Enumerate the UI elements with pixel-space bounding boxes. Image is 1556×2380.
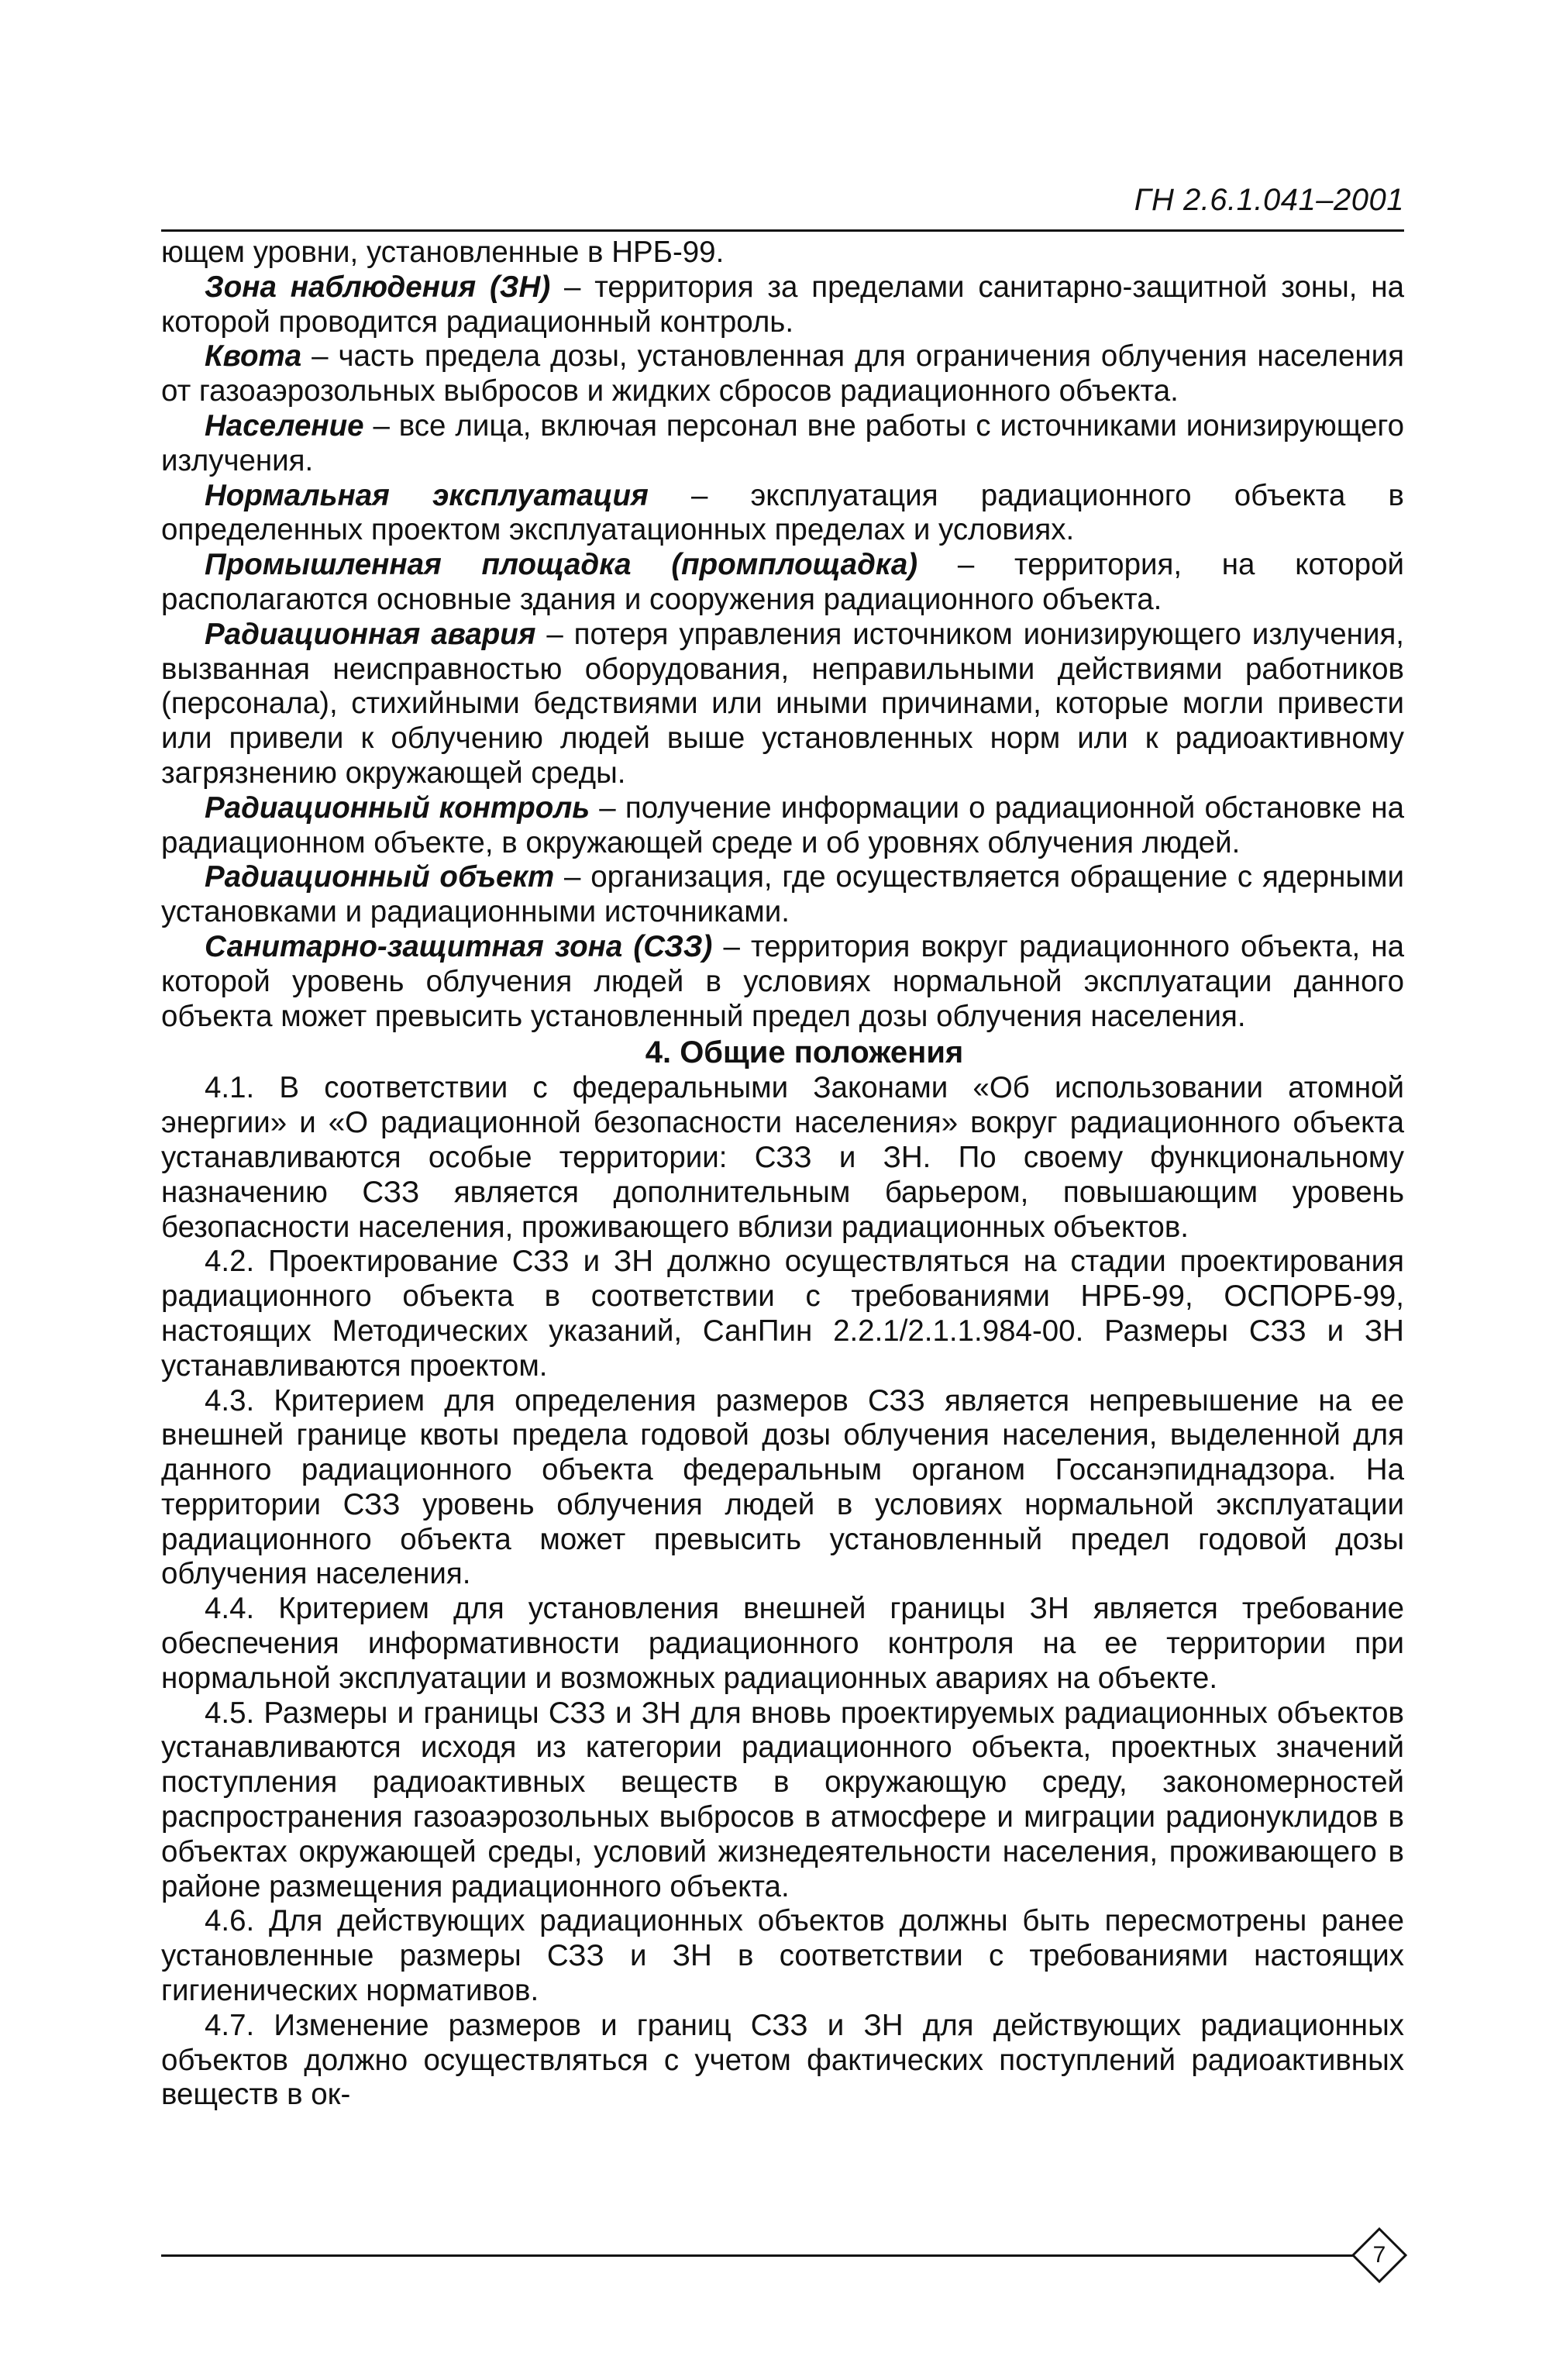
- page-number: 7: [1372, 2242, 1386, 2268]
- definition-paragraph: [161, 270, 1404, 340]
- definition-term: Радиационная авария: [205, 617, 536, 651]
- section-paragraph: 4.5. Размеры и границы СЗЗ и ЗН для вновь проектируемых радиационных объектов устанавливаются исходя из категории радиационного объекта, проектных значений поступления радиоактивных веществ в окружающую среду, закономерностей распространения газоаэрозольных выбросов в атмосфере и миграции радионуклидов в объектах окружающей среды, условий жизнедеятельности населения, проживающего в районе размещения радиационного объекта.: [161, 1696, 1404, 1903]
- section-paragraph: 4.1. В соответствии с федеральными Законами «Об использовании атомной энергии» и «О радиационной безопасности населения» вокруг радиационного объекта устанавливаются особые территории: СЗЗ и ЗН. По своему функциональному назначению СЗЗ является дополнительным барьером, повышающим уровень безопасности населения, проживающего вблизи радиационных объектов.: [161, 1071, 1404, 1244]
- definition-paragraph: [161, 618, 1404, 791]
- definition-paragraph: [161, 339, 1404, 409]
- definition-text: территория за пределами санитарно-защитной зоны, на которой проводится радиационный контроль.: [161, 270, 1404, 339]
- definition-separator: –: [590, 790, 625, 825]
- definition-term: Квота: [205, 339, 302, 374]
- section-paragraph: 4.6. Для действующих радиационных объектов должны быть пересмотрены ранее установленные размеры СЗЗ и ЗН в соответствии с требованиями настоящих гигиенических нормативов.: [161, 1904, 1404, 2008]
- definition-separator: –: [535, 617, 574, 651]
- definition-separator: –: [363, 408, 399, 443]
- definition-text: организация, где осуществляется обращение с ядерными установками и радиационными источниками.: [161, 860, 1405, 929]
- section-paragraph: 4.7. Изменение размеров и границ СЗЗ и ЗН для действующих радиационных объектов должно осуществляться с учетом фактических поступлений радиоактивных веществ в ок-: [161, 2008, 1404, 2112]
- definition-text: эксплуатация радиационного объекта в определенных проектом эксплуатационных пределах и условиях.: [161, 478, 1404, 547]
- definition-paragraph: [161, 548, 1404, 618]
- definition-paragraph: [161, 409, 1404, 479]
- page-content: [161, 236, 1404, 2113]
- definition-paragraph: [161, 930, 1404, 1034]
- definition-term: Нормальная эксплуатация: [205, 478, 649, 512]
- section-paragraph: 4.2. Проектирование СЗЗ и ЗН должно осуществляться на стадии проектирования радиационного объекта в соответствии с требованиями НРБ-99, ОСПОРБ-99, настоящих Методических указаний, СанПин 2.2.1/2.1.1.984-00. Размеры СЗЗ и ЗН устанавливаются проектом.: [161, 1245, 1404, 1383]
- footer-rule: [161, 2254, 1355, 2257]
- definition-paragraph: [161, 791, 1404, 861]
- definition-term: Промышленная площадка (промплощадка): [205, 548, 918, 582]
- section-title: 4. Общие положения: [645, 1035, 964, 1070]
- document-code: ГН 2.6.1.041–2001: [1134, 183, 1404, 217]
- definition-text: все лица, включая персонал вне работы с источниками ионизирующего излучения.: [161, 408, 1404, 477]
- definition-paragraph: [161, 860, 1404, 930]
- page-number-badge: [1350, 2226, 1409, 2285]
- definition-text: получение информации о радиационной обстановке на радиационном объекте, в окружающей среде и об уровнях облучения людей.: [161, 790, 1404, 859]
- definition-term: Население: [205, 408, 364, 443]
- definition-text: ющем уровни, установленные в НРБ-99.: [161, 236, 725, 269]
- definition-term: Санитарно-защитная зона (СЗЗ): [205, 929, 713, 963]
- definition-separator: –: [301, 339, 339, 374]
- definition-text: территория вокруг радиационного объекта, на которой уровень облучения людей в условиях нормальной эксплуатации данного объекта может превысить установленный предел дозы облучения населения.: [161, 929, 1405, 1033]
- definition-separator: –: [550, 270, 595, 304]
- definition-text: потеря управления источником ионизирующего излучения, вызванная неисправностью оборудования, неправильными действиями работников (персонала), стихийными бедствиями или иными причинами, которые могли привести или привели к облучению людей выше установленных норм или к радиоактивному загрязнению окружающей среды.: [161, 617, 1404, 790]
- definition-paragraph: [161, 479, 1404, 549]
- definition-paragraph: [161, 236, 1404, 270]
- definition-separator: –: [712, 929, 752, 963]
- definition-separator: –: [554, 860, 591, 894]
- definition-text: часть предела дозы, установленная для ограничения облучения населения от газоаэрозольных выбросов и жидких сбросов радиационного объекта.: [161, 339, 1404, 408]
- definition-term: Зона наблюдения (ЗН): [205, 270, 551, 304]
- section-paragraph: 4.4. Критерием для установления внешней границы ЗН является требование обеспечения информативности радиационного контроля на ее территории при нормальной эксплуатации и возможных радиационных авариях на объекте.: [161, 1592, 1404, 1695]
- definition-term: Радиационный контроль: [205, 790, 590, 825]
- section-paragraph: 4.3. Критерием для определения размеров СЗЗ является непревышение на ее внешней границе квоты предела годовой дозы облучения населения, выделенной для данного радиационного объекта федеральным органом Госсанэпиднадзора. На территории СЗЗ уровень облучения людей в условиях нормальной эксплуатации радиационного объекта может превысить установленный предел годовой дозы облучения населения.: [161, 1383, 1404, 1591]
- definition-term: Радиационный объект: [205, 860, 555, 894]
- header-rule: [161, 229, 1404, 232]
- definition-separator: –: [917, 548, 1015, 582]
- definition-separator: –: [648, 478, 751, 512]
- definition-text: территория, на которой располагаются основные здания и сооружения радиационного объекта.: [161, 548, 1405, 616]
